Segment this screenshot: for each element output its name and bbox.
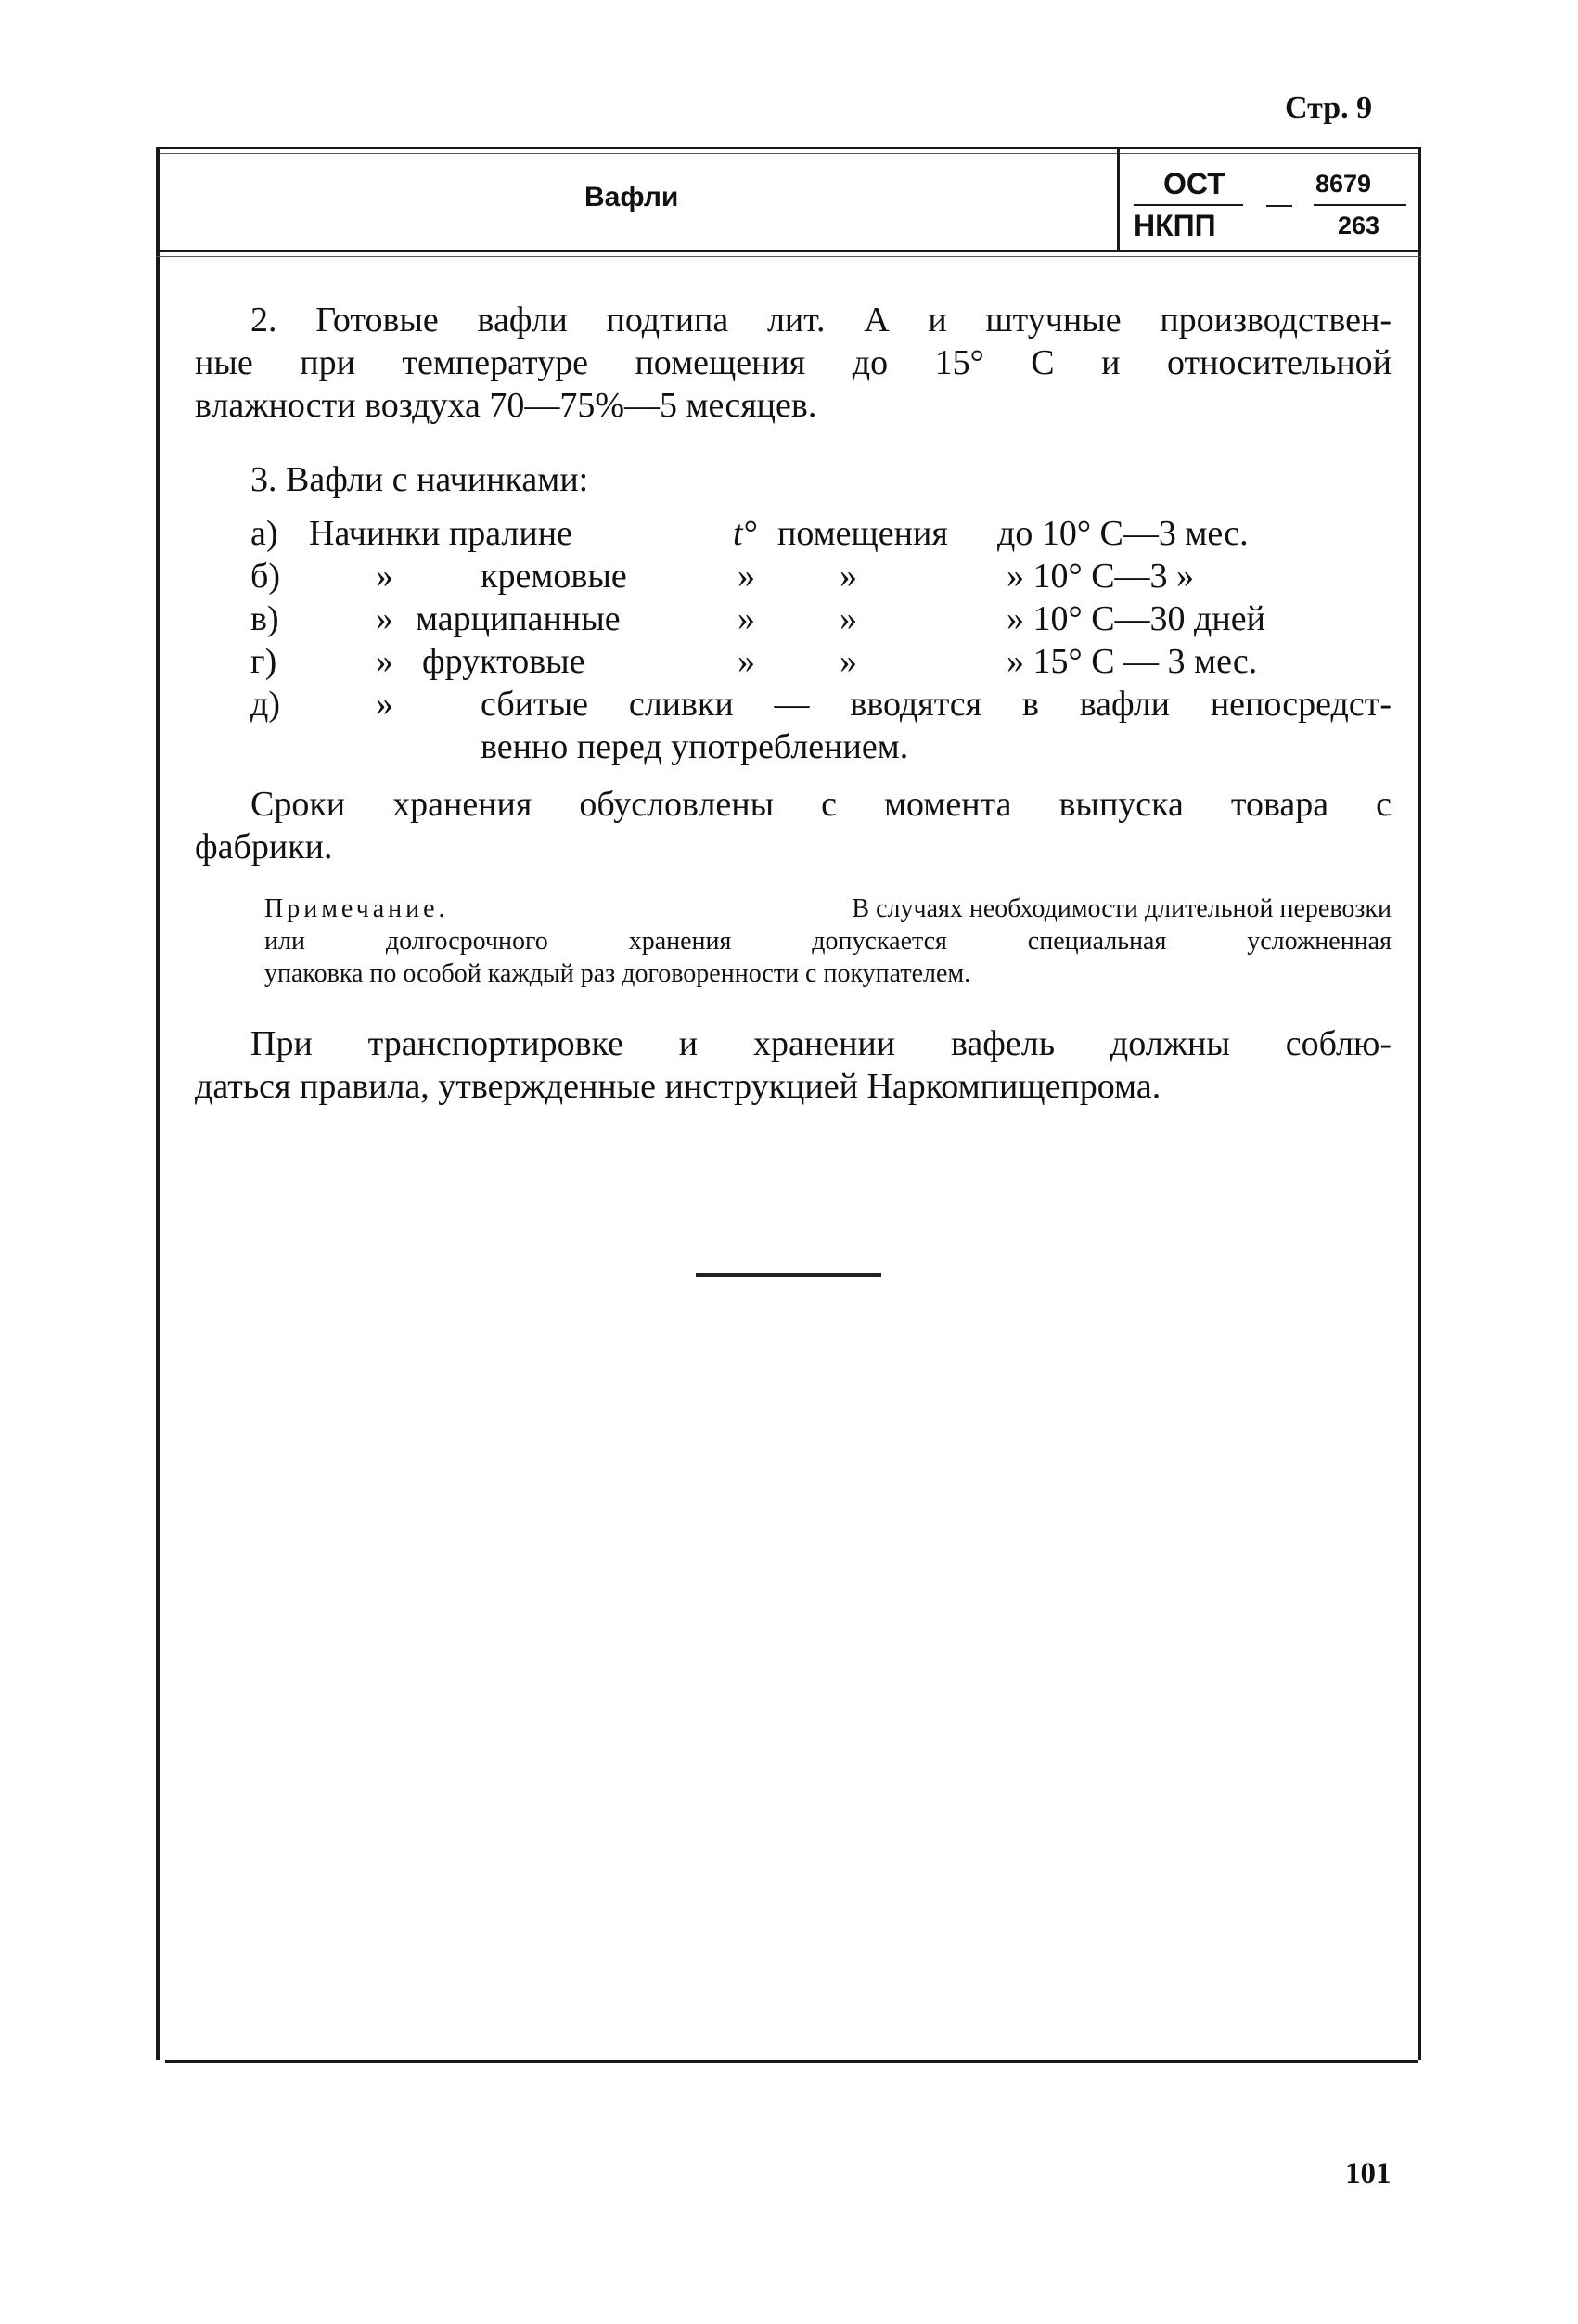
frame-top-border	[156, 147, 1421, 149]
standard-number-top: 8679	[1315, 170, 1372, 198]
fraction-line	[1314, 204, 1406, 206]
storage-term: » 15° С — 3 мес.	[1007, 642, 1258, 681]
standard-dash	[1266, 205, 1292, 207]
row-letter: б)	[250, 557, 280, 596]
row-letter: а)	[250, 514, 278, 553]
filling-name: Начинки пралине	[309, 514, 572, 553]
frame-left-border	[156, 148, 160, 2060]
storage-terms-line: фабрики.	[195, 828, 333, 867]
row-letter: г)	[250, 642, 277, 681]
temperature-symbol: t°	[733, 514, 757, 553]
header-bottom-border-inner	[156, 256, 1421, 257]
storage-term: » 10° С—3 »	[1007, 557, 1195, 596]
end-rule	[696, 1273, 881, 1277]
paragraph-2-line: влажности воздуха 70—75%—5 месяцев.	[195, 386, 817, 425]
row-letter: д)	[250, 685, 280, 724]
ditto-mark: »	[840, 642, 857, 681]
storage-terms-line: Сроки хранения обусловлены с момента выпуска товара с	[250, 785, 1392, 824]
ditto-mark: »	[376, 599, 393, 638]
ditto-mark: »	[840, 599, 857, 638]
frame-right-border	[1418, 148, 1421, 2060]
header-divider	[1117, 148, 1120, 252]
ditto-mark: »	[376, 685, 393, 724]
note-text: В случаях необходимости длительной перевозки	[852, 894, 1392, 923]
ditto-mark: »	[376, 642, 393, 681]
frame-top-border-inner	[156, 153, 1421, 154]
note-first-line	[264, 892, 1392, 925]
filling-name: марципанные	[416, 599, 621, 638]
paragraph-3-title: 3. Вафли с начинками:	[250, 460, 589, 499]
ditto-mark: »	[738, 642, 755, 681]
filling-d-line: венно перед употреблением.	[481, 727, 909, 766]
ditto-mark: »	[738, 599, 755, 638]
transport-line: При транспортировке и хранении вафель должны соблю-	[250, 1024, 1392, 1063]
paragraph-2-line: ные при температуре помещения до 15° С и относительной	[195, 343, 1392, 382]
header-bottom-border	[156, 250, 1421, 252]
ditto-mark: »	[738, 557, 755, 596]
filling-name: фруктовые	[422, 642, 585, 681]
standard-code-bottom: НКПП	[1134, 209, 1216, 242]
storage-term: до 10° С—3 мес.	[997, 514, 1249, 553]
row-letter: в)	[250, 599, 279, 638]
header-title: Вафли	[584, 182, 679, 212]
ditto-mark: »	[840, 557, 857, 596]
fraction-line	[1134, 204, 1243, 206]
ditto-mark: »	[376, 557, 393, 596]
page-number-bottom: 101	[1345, 2157, 1392, 2190]
room-label: помещения	[777, 514, 948, 553]
transport-line: даться правила, утвержденные инструкцией Наркомпищепрома.	[195, 1067, 1161, 1106]
page-number-top: Стр. 9	[1285, 91, 1373, 125]
standard-code-top: ОСТ	[1163, 167, 1225, 200]
frame-bottom-border	[165, 2060, 1418, 2063]
storage-term: » 10° С—30 дней	[1007, 599, 1265, 638]
standard-number-bottom: 263	[1338, 212, 1380, 239]
filling-name: кремовые	[481, 557, 627, 596]
note-line: или долгосрочного хранения допускается специальная усложненная	[264, 927, 1392, 956]
paragraph-2-line: 2. Готовые вафли подтипа лит. А и штучные производствен-	[250, 301, 1392, 340]
filling-d-line: сбитые сливки — вводятся в вафли непосредст-	[481, 685, 1392, 724]
note-label: Примечание.	[264, 894, 449, 923]
note-line: упаковка по особой каждый раз договоренности с покупателем.	[264, 959, 971, 988]
